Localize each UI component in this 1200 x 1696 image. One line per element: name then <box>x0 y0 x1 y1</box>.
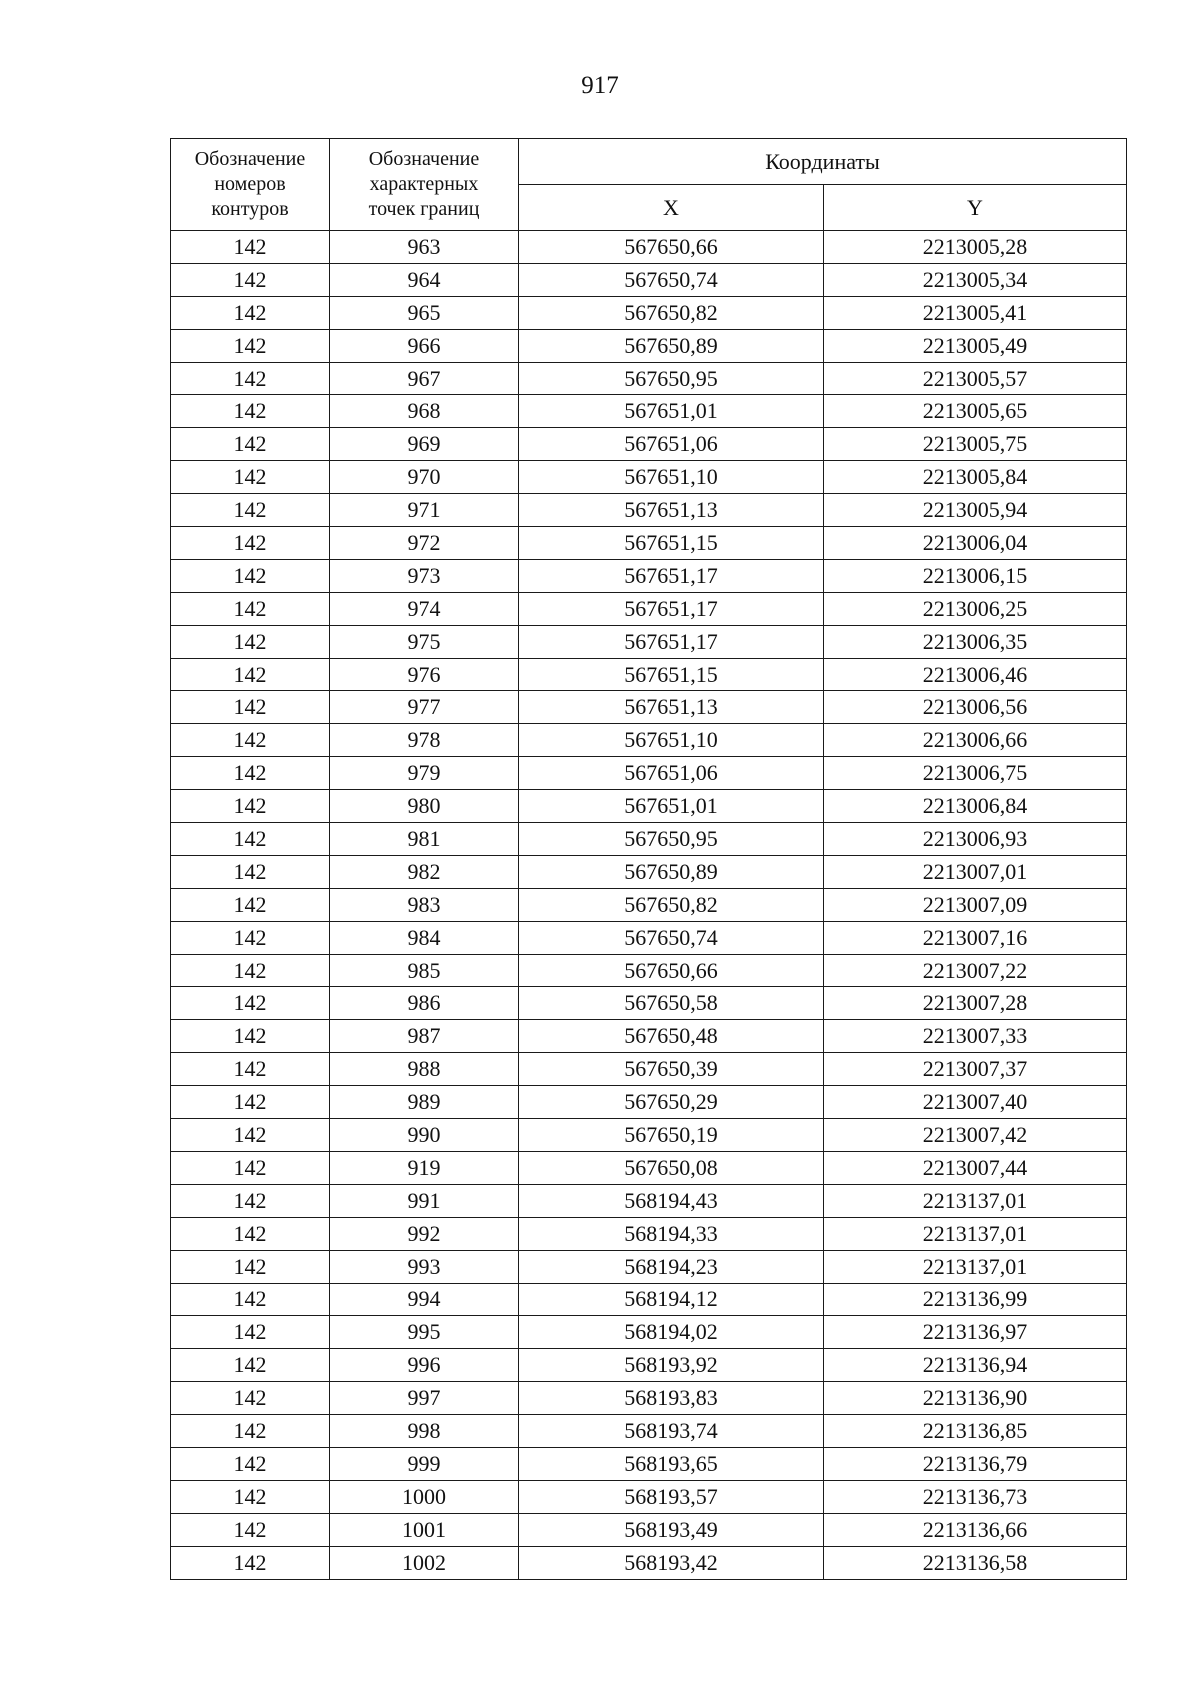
cell-y: 2213007,40 <box>824 1086 1127 1119</box>
cell-contour-number: 142 <box>171 428 330 461</box>
table-row <box>171 888 1127 921</box>
cell-y: 2213136,90 <box>824 1382 1127 1415</box>
table-row <box>171 1151 1127 1184</box>
cell-y: 2213005,75 <box>824 428 1127 461</box>
cell-x: 568193,65 <box>519 1447 824 1480</box>
cell-y: 2213007,01 <box>824 855 1127 888</box>
cell-contour-number: 142 <box>171 1020 330 1053</box>
cell-point-number: 996 <box>330 1349 519 1382</box>
cell-point-number: 1001 <box>330 1513 519 1546</box>
table-row <box>171 1447 1127 1480</box>
cell-x: 567650,89 <box>519 329 824 362</box>
cell-x: 567650,66 <box>519 231 824 264</box>
table-row <box>171 987 1127 1020</box>
cell-x: 567650,19 <box>519 1119 824 1152</box>
cell-contour-number: 142 <box>171 461 330 494</box>
cell-point-number: 977 <box>330 691 519 724</box>
table-row <box>171 494 1127 527</box>
cell-contour-number: 142 <box>171 1382 330 1415</box>
cell-x: 567650,39 <box>519 1053 824 1086</box>
cell-y: 2213007,09 <box>824 888 1127 921</box>
cell-point-number: 983 <box>330 888 519 921</box>
table-row <box>171 855 1127 888</box>
cell-x: 567651,15 <box>519 658 824 691</box>
cell-x: 568194,12 <box>519 1283 824 1316</box>
cell-point-number: 972 <box>330 527 519 560</box>
table-row <box>171 362 1127 395</box>
cell-contour-number: 142 <box>171 724 330 757</box>
cell-contour-number: 142 <box>171 954 330 987</box>
cell-point-number: 979 <box>330 757 519 790</box>
cell-y: 2213136,85 <box>824 1415 1127 1448</box>
table-row <box>171 954 1127 987</box>
cell-point-number: 989 <box>330 1086 519 1119</box>
cell-contour-number: 142 <box>171 231 330 264</box>
cell-x: 567651,17 <box>519 592 824 625</box>
cell-y: 2213006,15 <box>824 559 1127 592</box>
cell-contour-number: 142 <box>171 1119 330 1152</box>
cell-contour-number: 142 <box>171 921 330 954</box>
cell-y: 2213005,49 <box>824 329 1127 362</box>
cell-point-number: 970 <box>330 461 519 494</box>
cell-y: 2213007,22 <box>824 954 1127 987</box>
cell-contour-number: 142 <box>171 1513 330 1546</box>
cell-contour-number: 142 <box>171 362 330 395</box>
header-point-designation <box>330 139 519 231</box>
cell-contour-number: 142 <box>171 296 330 329</box>
table-body <box>171 231 1127 1580</box>
cell-x: 568194,43 <box>519 1184 824 1217</box>
table-row <box>171 527 1127 560</box>
cell-x: 567650,89 <box>519 855 824 888</box>
cell-contour-number: 142 <box>171 1480 330 1513</box>
cell-y: 2213136,97 <box>824 1316 1127 1349</box>
cell-x: 567651,06 <box>519 428 824 461</box>
cell-y: 2213137,01 <box>824 1184 1127 1217</box>
cell-contour-number: 142 <box>171 1086 330 1119</box>
cell-y: 2213007,37 <box>824 1053 1127 1086</box>
cell-point-number: 993 <box>330 1250 519 1283</box>
table-row <box>171 1382 1127 1415</box>
cell-contour-number: 142 <box>171 1283 330 1316</box>
cell-x: 567650,95 <box>519 362 824 395</box>
cell-x: 567650,48 <box>519 1020 824 1053</box>
cell-point-number: 964 <box>330 263 519 296</box>
header-y: Y <box>824 185 1127 231</box>
cell-y: 2213006,25 <box>824 592 1127 625</box>
cell-contour-number: 142 <box>171 1316 330 1349</box>
cell-x: 567650,66 <box>519 954 824 987</box>
cell-contour-number: 142 <box>171 790 330 823</box>
cell-contour-number: 142 <box>171 1250 330 1283</box>
cell-y: 2213006,84 <box>824 790 1127 823</box>
cell-point-number: 999 <box>330 1447 519 1480</box>
cell-y: 2213007,16 <box>824 921 1127 954</box>
cell-point-number: 985 <box>330 954 519 987</box>
table-row <box>171 231 1127 264</box>
cell-point-number: 976 <box>330 658 519 691</box>
cell-y: 2213006,93 <box>824 823 1127 856</box>
cell-y: 2213007,33 <box>824 1020 1127 1053</box>
cell-point-number: 986 <box>330 987 519 1020</box>
cell-y: 2213136,66 <box>824 1513 1127 1546</box>
table-row <box>171 658 1127 691</box>
cell-x: 567651,06 <box>519 757 824 790</box>
cell-x: 567650,08 <box>519 1151 824 1184</box>
table-row <box>171 757 1127 790</box>
cell-point-number: 994 <box>330 1283 519 1316</box>
cell-point-number: 991 <box>330 1184 519 1217</box>
cell-point-number: 998 <box>330 1415 519 1448</box>
cell-x: 568193,57 <box>519 1480 824 1513</box>
page-number: 917 <box>581 72 619 99</box>
cell-x: 568193,74 <box>519 1415 824 1448</box>
cell-x: 568193,42 <box>519 1546 824 1579</box>
cell-x: 567650,58 <box>519 987 824 1020</box>
cell-point-number: 997 <box>330 1382 519 1415</box>
cell-y: 2213006,46 <box>824 658 1127 691</box>
header-contour-number <box>171 139 330 231</box>
cell-point-number: 981 <box>330 823 519 856</box>
cell-point-number: 978 <box>330 724 519 757</box>
cell-contour-number: 142 <box>171 1151 330 1184</box>
cell-point-number: 988 <box>330 1053 519 1086</box>
cell-point-number: 965 <box>330 296 519 329</box>
header-coordinates: Координаты <box>519 139 1127 185</box>
cell-point-number: 971 <box>330 494 519 527</box>
cell-y: 2213136,58 <box>824 1546 1127 1579</box>
cell-x: 567650,29 <box>519 1086 824 1119</box>
cell-y: 2213137,01 <box>824 1217 1127 1250</box>
table-row <box>171 1283 1127 1316</box>
cell-point-number: 969 <box>330 428 519 461</box>
cell-contour-number: 142 <box>171 757 330 790</box>
cell-contour-number: 142 <box>171 823 330 856</box>
cell-y: 2213007,42 <box>824 1119 1127 1152</box>
header-contour-line: Обозначение <box>194 148 306 170</box>
table-row <box>171 395 1127 428</box>
cell-x: 567651,17 <box>519 559 824 592</box>
table-row <box>171 461 1127 494</box>
cell-y: 2213006,04 <box>824 527 1127 560</box>
cell-point-number: 966 <box>330 329 519 362</box>
cell-contour-number: 142 <box>171 1217 330 1250</box>
header-point-line: характерных <box>369 173 479 195</box>
table-row <box>171 1217 1127 1250</box>
cell-contour-number: 142 <box>171 855 330 888</box>
cell-point-number: 968 <box>330 395 519 428</box>
table-row <box>171 625 1127 658</box>
table-row <box>171 263 1127 296</box>
cell-point-number: 975 <box>330 625 519 658</box>
table-row <box>171 1020 1127 1053</box>
cell-contour-number: 142 <box>171 329 330 362</box>
cell-contour-number: 142 <box>171 1349 330 1382</box>
cell-point-number: 1002 <box>330 1546 519 1579</box>
cell-contour-number: 142 <box>171 625 330 658</box>
cell-x: 568193,83 <box>519 1382 824 1415</box>
cell-contour-number: 142 <box>171 1053 330 1086</box>
cell-x: 567651,17 <box>519 625 824 658</box>
cell-contour-number: 142 <box>171 592 330 625</box>
cell-y: 2213007,28 <box>824 987 1127 1020</box>
cell-point-number: 963 <box>330 231 519 264</box>
cell-y: 2213137,01 <box>824 1250 1127 1283</box>
cell-x: 567651,10 <box>519 461 824 494</box>
header-point-line: точек границ <box>368 198 480 220</box>
cell-contour-number: 142 <box>171 1447 330 1480</box>
cell-point-number: 973 <box>330 559 519 592</box>
table-row <box>171 559 1127 592</box>
cell-x: 568194,02 <box>519 1316 824 1349</box>
cell-contour-number: 142 <box>171 658 330 691</box>
table-row <box>171 1086 1127 1119</box>
table-row <box>171 329 1127 362</box>
cell-point-number: 984 <box>330 921 519 954</box>
cell-x: 567650,95 <box>519 823 824 856</box>
cell-contour-number: 142 <box>171 1184 330 1217</box>
cell-contour-number: 142 <box>171 691 330 724</box>
table-row <box>171 691 1127 724</box>
cell-contour-number: 142 <box>171 1546 330 1579</box>
table-row <box>171 1250 1127 1283</box>
table-row <box>171 1546 1127 1579</box>
cell-y: 2213006,56 <box>824 691 1127 724</box>
cell-x: 567651,01 <box>519 395 824 428</box>
cell-x: 567650,74 <box>519 263 824 296</box>
cell-contour-number: 142 <box>171 527 330 560</box>
cell-contour-number: 142 <box>171 1415 330 1448</box>
cell-contour-number: 142 <box>171 263 330 296</box>
table-row <box>171 790 1127 823</box>
header-contour-line: номеров <box>214 173 286 195</box>
cell-point-number: 919 <box>330 1151 519 1184</box>
coordinates-table <box>170 138 1127 1580</box>
header-contour-line: контуров <box>211 198 289 220</box>
cell-y: 2213005,34 <box>824 263 1127 296</box>
cell-y: 2213136,94 <box>824 1349 1127 1382</box>
table-row <box>171 921 1127 954</box>
header-point-line: Обозначение <box>368 148 480 170</box>
cell-y: 2213006,66 <box>824 724 1127 757</box>
cell-x: 567651,10 <box>519 724 824 757</box>
cell-point-number: 987 <box>330 1020 519 1053</box>
header-x: X <box>519 185 824 231</box>
cell-x: 567651,13 <box>519 691 824 724</box>
table-row <box>171 1184 1127 1217</box>
table-row <box>171 592 1127 625</box>
cell-y: 2213005,65 <box>824 395 1127 428</box>
table-row <box>171 724 1127 757</box>
cell-contour-number: 142 <box>171 559 330 592</box>
cell-y: 2213006,75 <box>824 757 1127 790</box>
cell-y: 2213136,79 <box>824 1447 1127 1480</box>
cell-x: 567650,74 <box>519 921 824 954</box>
table-row <box>171 1415 1127 1448</box>
table-row <box>171 1119 1127 1152</box>
cell-y: 2213005,94 <box>824 494 1127 527</box>
cell-contour-number: 142 <box>171 987 330 1020</box>
cell-point-number: 1000 <box>330 1480 519 1513</box>
cell-x: 567651,15 <box>519 527 824 560</box>
table-header <box>171 139 1127 231</box>
cell-x: 567651,01 <box>519 790 824 823</box>
table-row <box>171 823 1127 856</box>
cell-y: 2213005,84 <box>824 461 1127 494</box>
table-row <box>171 1513 1127 1546</box>
cell-x: 568194,33 <box>519 1217 824 1250</box>
cell-x: 567650,82 <box>519 296 824 329</box>
table-row <box>171 1480 1127 1513</box>
cell-x: 567651,13 <box>519 494 824 527</box>
cell-point-number: 995 <box>330 1316 519 1349</box>
cell-point-number: 992 <box>330 1217 519 1250</box>
cell-point-number: 990 <box>330 1119 519 1152</box>
table-row <box>171 296 1127 329</box>
cell-contour-number: 142 <box>171 395 330 428</box>
cell-contour-number: 142 <box>171 888 330 921</box>
header-row <box>171 139 1127 185</box>
cell-x: 568193,92 <box>519 1349 824 1382</box>
cell-y: 2213007,44 <box>824 1151 1127 1184</box>
cell-y: 2213006,35 <box>824 625 1127 658</box>
cell-y: 2213136,73 <box>824 1480 1127 1513</box>
table-row <box>171 428 1127 461</box>
cell-y: 2213005,57 <box>824 362 1127 395</box>
cell-y: 2213005,41 <box>824 296 1127 329</box>
cell-x: 568193,49 <box>519 1513 824 1546</box>
cell-y: 2213136,99 <box>824 1283 1127 1316</box>
cell-contour-number: 142 <box>171 494 330 527</box>
cell-point-number: 974 <box>330 592 519 625</box>
cell-y: 2213005,28 <box>824 231 1127 264</box>
cell-point-number: 982 <box>330 855 519 888</box>
table-row <box>171 1053 1127 1086</box>
table-row <box>171 1316 1127 1349</box>
cell-x: 567650,82 <box>519 888 824 921</box>
cell-point-number: 967 <box>330 362 519 395</box>
cell-x: 568194,23 <box>519 1250 824 1283</box>
cell-point-number: 980 <box>330 790 519 823</box>
table-row <box>171 1349 1127 1382</box>
